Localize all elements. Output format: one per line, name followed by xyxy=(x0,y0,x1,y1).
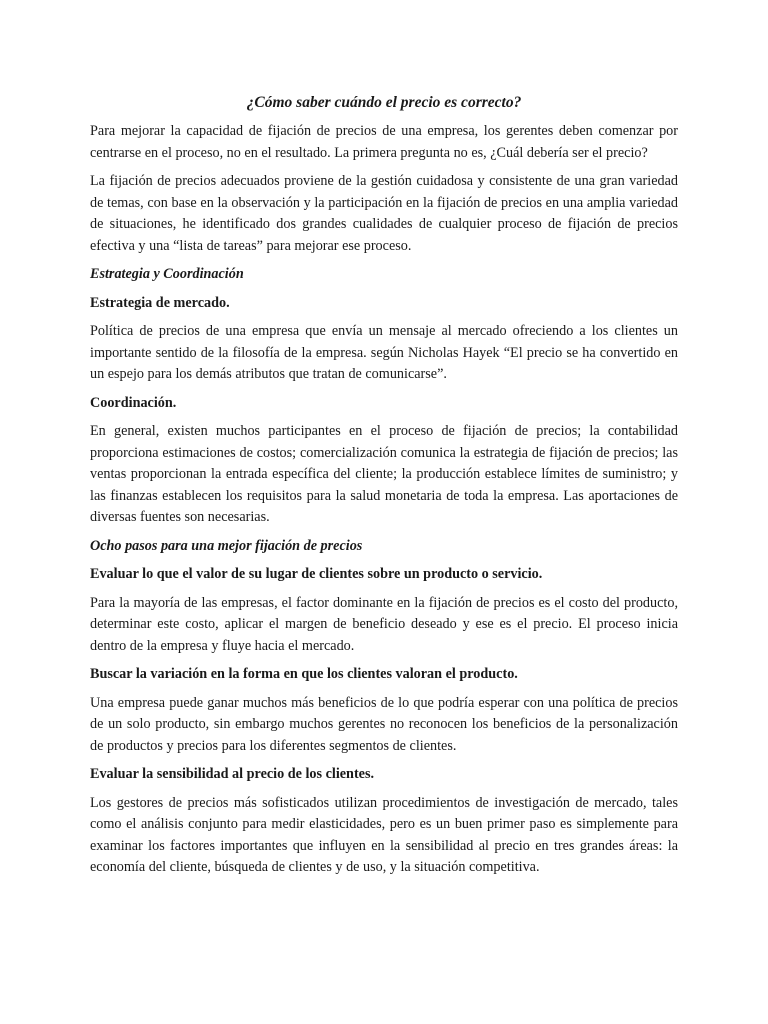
subheading-variation: Buscar la variación en la forma en que los clientes valoran el producto. xyxy=(90,666,518,682)
document-title: ¿Cómo saber cuándo el precio es correcto? xyxy=(246,94,522,111)
document-page xyxy=(90,92,678,886)
paragraph-pricing-origin: La fijación de precios adecuados proviene de la gestión cuidadosa y consistente de una gran variedad de temas, con base en la observación y la participación en la fijación de precios en una amplia variedad de situaciones, he identificado dos grandes cualidades de cualquier proceso de fijación de precios efectiva y una “lista de tareas” para mejorar ese proceso. xyxy=(90,173,678,254)
subheading-coordination: Coordinación. xyxy=(90,394,177,411)
section-heading-strategy-coordination: Estrategia y Coordinación xyxy=(90,266,244,282)
paragraph-price-sensitivity: Los gestores de precios más sofisticados utilizan procedimientos de investigación de mercado, tales como el análisis conjunto para medir elasticidades, pero es un buen primer paso es simplemente para examinar los factores importantes que influyen en la sensibilidad al precio en tres grandes áreas: la economía del cliente, búsqueda de clientes y de uso, y la situación competitiva. xyxy=(90,794,678,875)
paragraph-evaluate-value: Para la mayoría de las empresas, el factor dominante en la fijación de precios es el costo del producto, determinar este costo, aplicar el margen de beneficio deseado y ese es el precio. El proceso inicia dentro de la empresa y fluye hacia el mercado. xyxy=(90,594,678,654)
paragraph-coordination: En general, existen muchos participantes en el proceso de fijación de precios; la contabilidad proporciona estimaciones de costos; comercialización comunica la estrategia de fijación de precios; las ventas proporcionan la entrada específica del cliente; la producción establece límites de suministro; y las finanzas establecen los requisitos para la salud monetaria de toda la empresa. Las aportaciones de diversas fuentes son necesarias. xyxy=(90,423,678,525)
subheading-market-strategy: Estrategia de mercado. xyxy=(90,294,230,311)
subheading-price-sensitivity: Evaluar la sensibilidad al precio de los clientes. xyxy=(90,766,375,782)
paragraph-variation: Una empresa puede ganar muchos más beneficios de lo que podría esperar con una política de precios de un solo producto, sin embargo muchos gerentes no reconocen los beneficios de la personalización de productos y precios para los diferentes segmentos de clientes. xyxy=(90,694,678,754)
section-heading-eight-steps: Ocho pasos para una mejor fijación de precios xyxy=(90,537,363,554)
paragraph-intro: Para mejorar la capacidad de fijación de precios de una empresa, los gerentes deben comenzar por centrarse en el proceso, no en el resultado. La primera pregunta no es, ¿Cuál debería ser el precio? xyxy=(90,123,678,161)
subheading-evaluate-value: Evaluar lo que el valor de su lugar de clientes sobre un producto o servicio. xyxy=(90,566,543,582)
paragraph-market-strategy: Política de precios de una empresa que envía un mensaje al mercado ofreciendo a los clientes un importante sentido de la filosofía de la empresa. según Nicholas Hayek “El precio se ha convertido en un espejo para los demás atributos que tratan de comunicarse”. xyxy=(90,323,678,382)
